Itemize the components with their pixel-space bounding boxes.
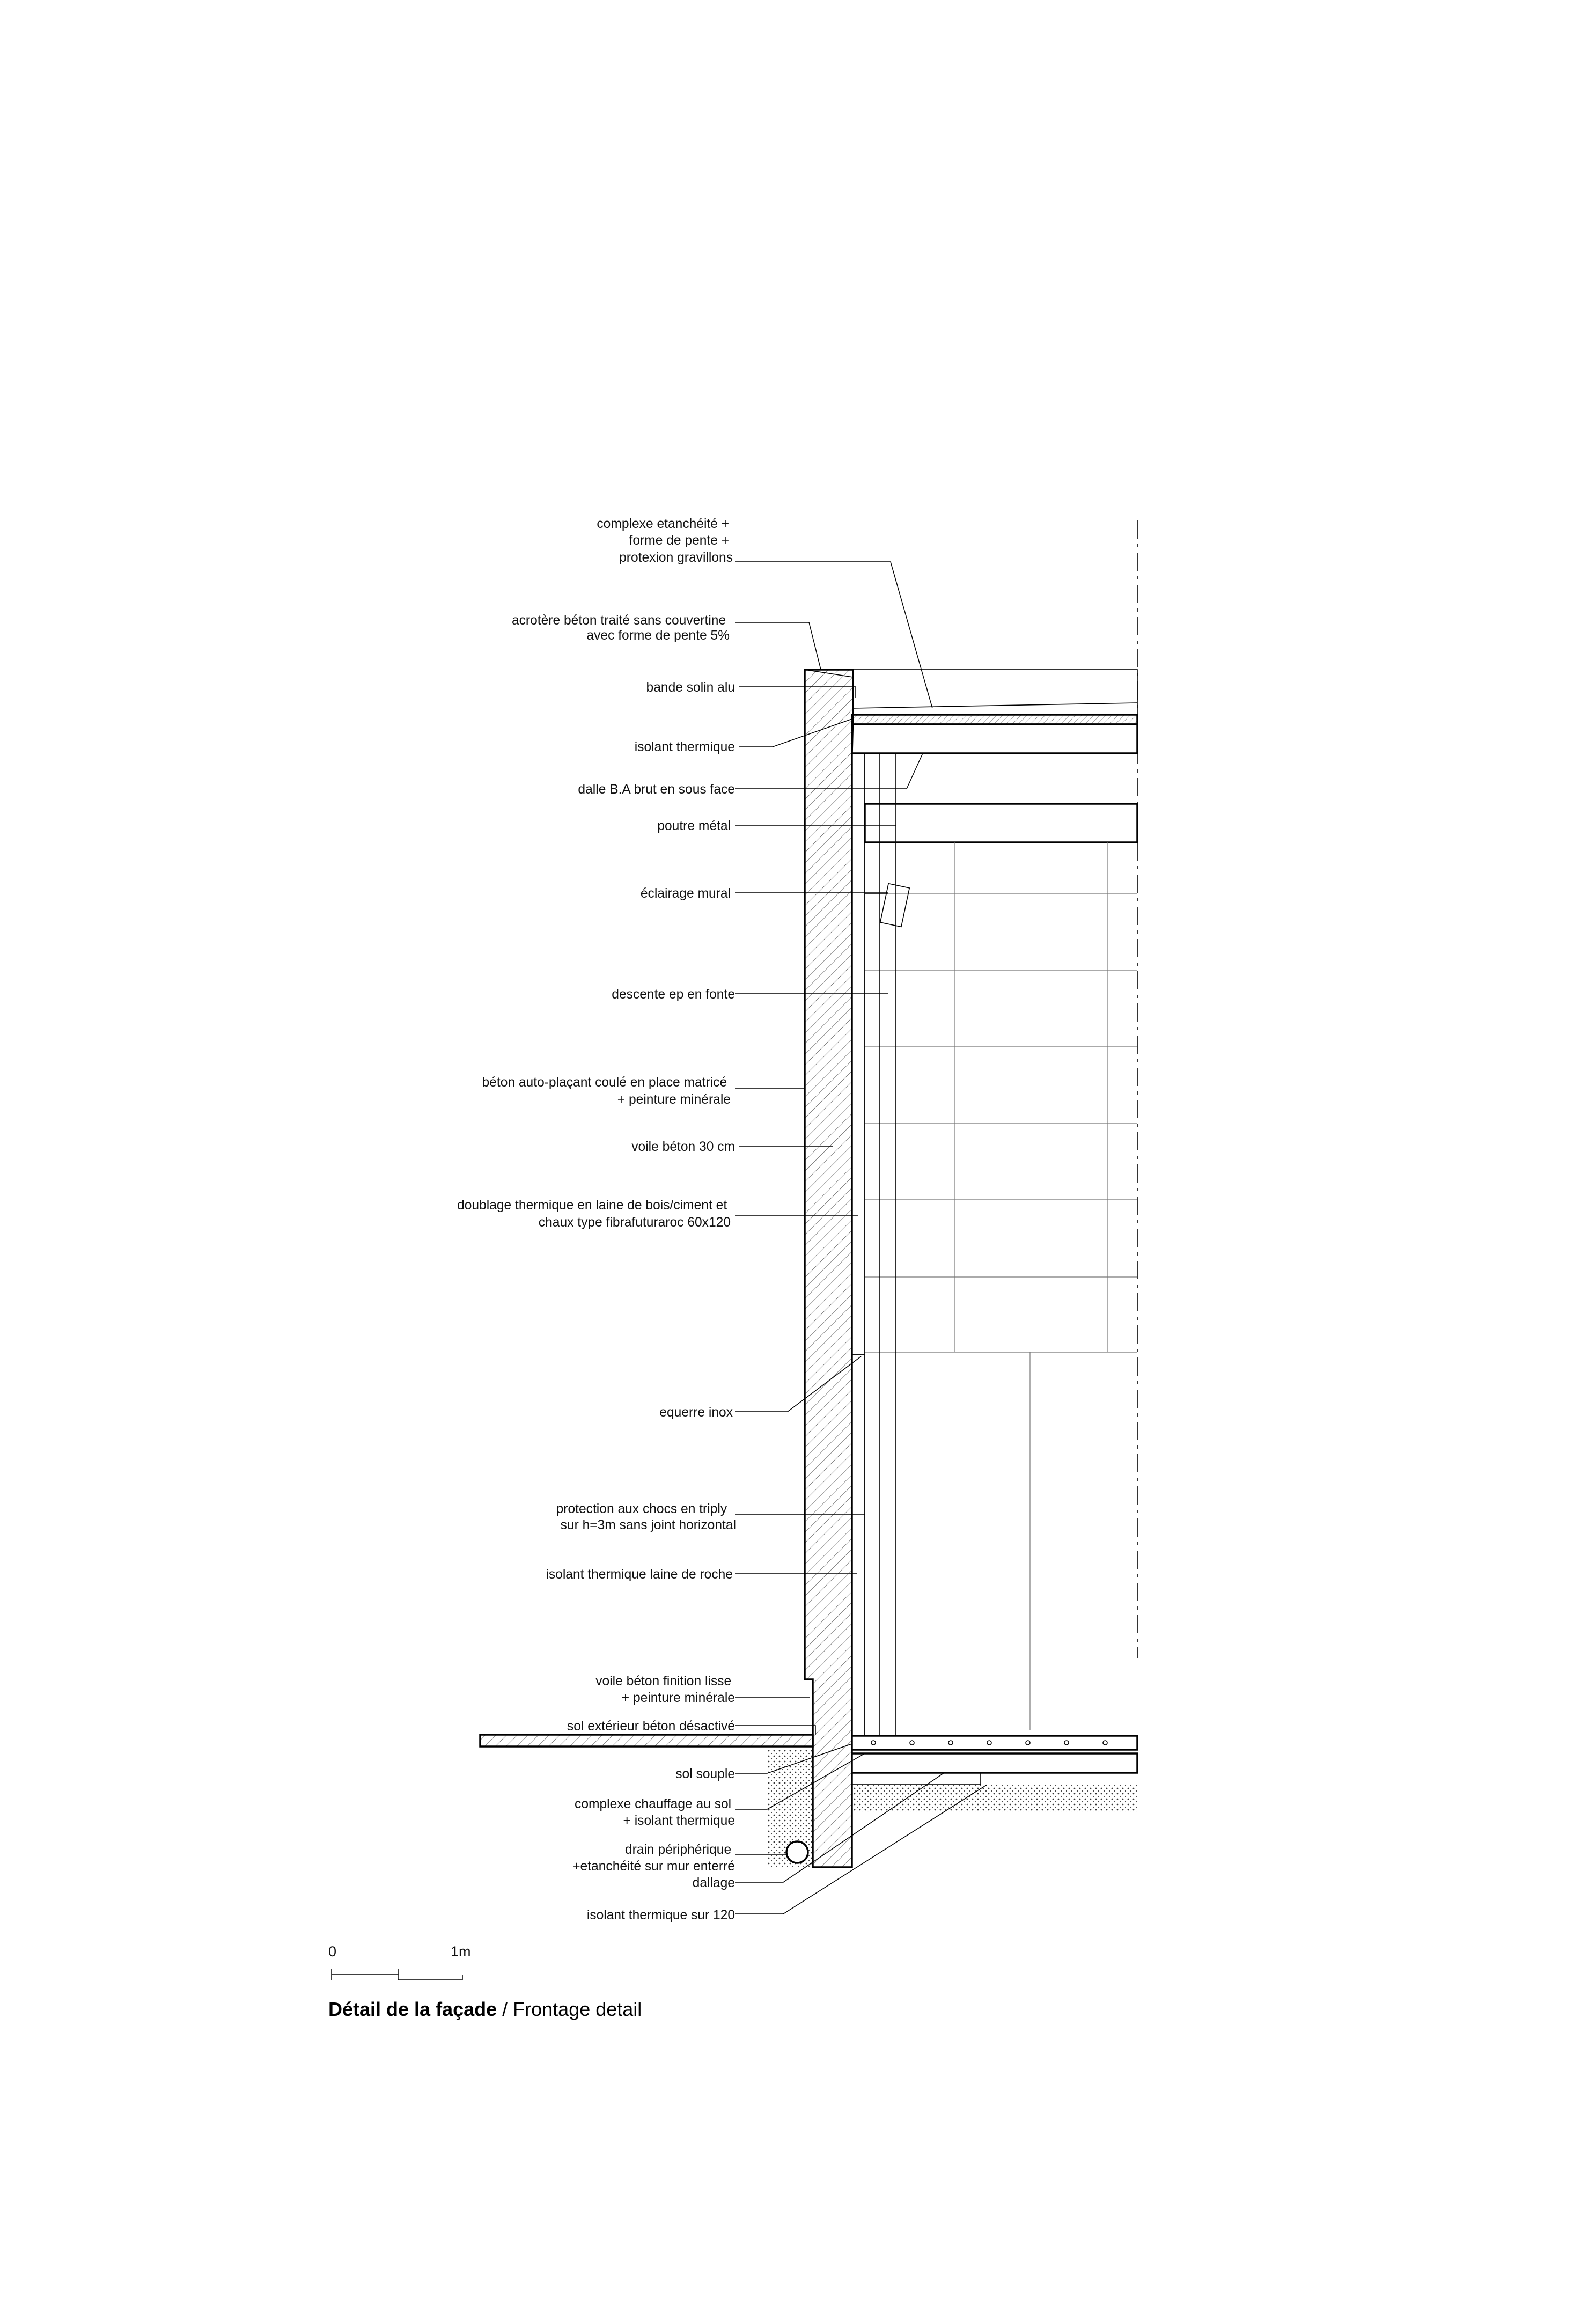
- label-sol-souple: sol souple: [675, 1767, 735, 1781]
- scale-bar: [328, 1943, 471, 1980]
- metal-beam: [865, 804, 1137, 842]
- label-voile-lisse: voile béton finition lisse + peinture minérale: [595, 1674, 735, 1705]
- label-etancheite: complexe etanchéité + forme de pente + protexion gravillons: [597, 517, 733, 565]
- concrete-wall: [805, 670, 853, 1867]
- label-eclairage: éclairage mural: [640, 886, 731, 901]
- drawing-title-regular: Frontage detail: [513, 1998, 642, 2020]
- section-geometry: [480, 520, 1137, 1867]
- floor-slab: [852, 1753, 1137, 1773]
- rock-wool-insulation: [852, 1354, 865, 1736]
- label-equerre: equerre inox: [659, 1405, 733, 1420]
- scale-bar-end-label: 1m: [451, 1943, 471, 1960]
- label-descente: descente ep en fonte: [612, 987, 735, 1002]
- label-laine-roche: isolant thermique laine de roche: [546, 1567, 733, 1582]
- perimeter-drain-icon: [786, 1841, 808, 1863]
- label-beton-auto: béton auto-plaçant coulé en place matricé + peinture minérale: [482, 1075, 731, 1107]
- label-isolant-sol: isolant thermique sur 120: [586, 1908, 735, 1922]
- label-protection: protection aux chocs en triply sur h=3m sans joint horizontal: [556, 1502, 736, 1532]
- exterior-slab: [480, 1735, 813, 1746]
- label-doublage: doublage thermique en laine de bois/ciment et chaux type fibrafuturaroc 60x120: [457, 1198, 731, 1230]
- label-acrotere: acrotère béton traité sans couvertine avec forme de pente 5%: [511, 613, 730, 643]
- roof-gravel-layer: [853, 670, 1137, 715]
- label-solin: bande solin alu: [646, 680, 735, 695]
- label-dallage: dallage: [692, 1876, 735, 1890]
- label-drain: drain périphérique +etanchéité sur mur enterré: [572, 1843, 735, 1874]
- interior-floor-finish: [852, 1736, 1137, 1750]
- drawing-title-separator: /: [497, 1998, 513, 2020]
- annotation-labels: [457, 517, 736, 1922]
- label-voile: voile béton 30 cm: [631, 1140, 735, 1154]
- wall-light-icon: [865, 884, 909, 927]
- label-dalle: dalle B.A brut en sous face: [578, 782, 735, 797]
- drawing-title: [328, 1998, 642, 2020]
- thermal-lining: [852, 753, 865, 1354]
- drawing-title-bold: Détail de la façade: [328, 1998, 497, 2020]
- label-isolant-toit: isolant thermique: [634, 740, 735, 754]
- label-poutre: poutre métal: [657, 819, 731, 833]
- label-chauffage: complexe chauffage au sol + isolant thermique: [575, 1797, 735, 1828]
- floor-insulation: [852, 1773, 981, 1785]
- scale-bar-start-label: 0: [328, 1943, 337, 1960]
- interior-elevation-grid: [865, 842, 1137, 1730]
- label-sol-ext: sol extérieur béton désactivé: [567, 1719, 735, 1734]
- ground-soil-interior: [852, 1785, 1137, 1812]
- leader-lines: [735, 562, 987, 1914]
- scale-bar-line: [332, 1969, 462, 1980]
- roof-slab: [852, 724, 1137, 753]
- roof-insulation: [852, 715, 1137, 724]
